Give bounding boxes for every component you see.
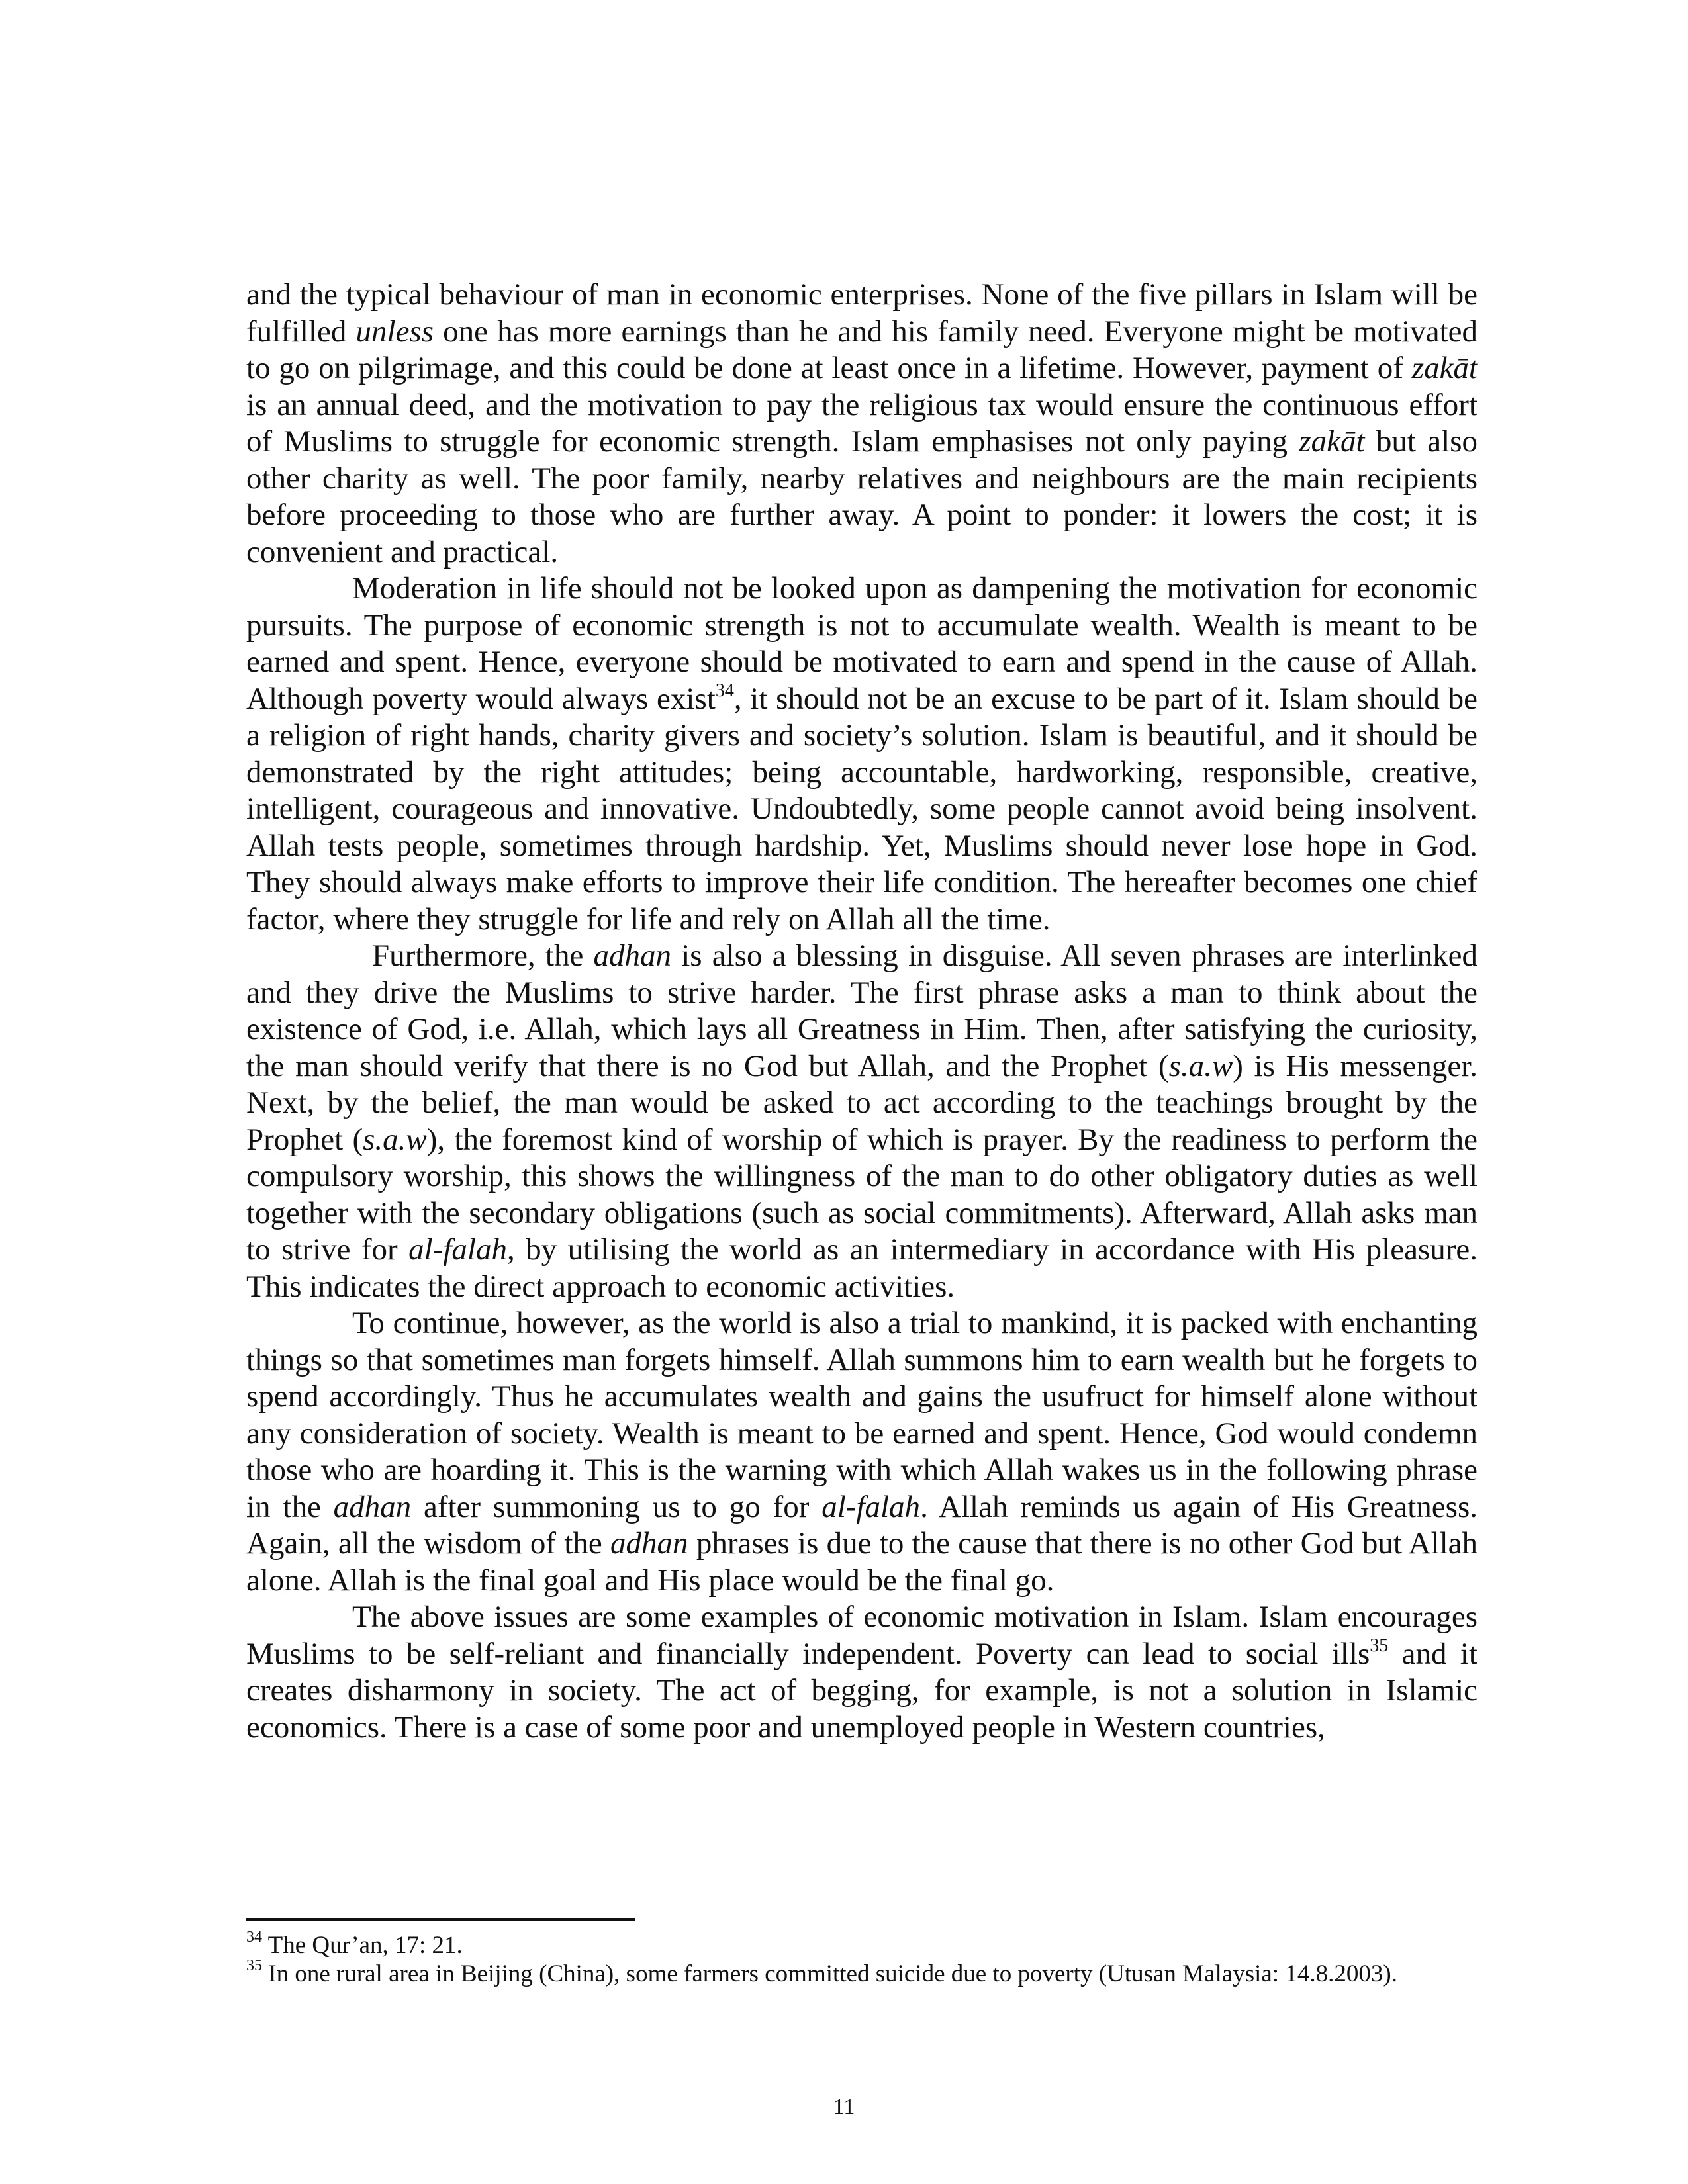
paragraph-2	[246, 570, 1477, 938]
text-run: is an annual deed, and the motivation to pay the religious tax would ensure the continuous effort of Muslims to struggle for economic strength. Islam emphasises not only paying	[246, 387, 1477, 459]
footnote-separator	[246, 1918, 635, 1921]
text-run: after summoning us to go for	[411, 1489, 822, 1524]
page-number: 11	[833, 2095, 855, 2119]
footnote-34	[246, 1928, 1477, 1960]
text-run: , by utilising the world as an intermediary in accordance with His pleasure. This indicates the direct approach to economic activities.	[246, 1232, 1477, 1304]
text-run: . Allah reminds us again of His Greatness. Again, all the wisdom of the	[246, 1489, 1477, 1561]
footnote-number: 34	[246, 1928, 262, 1946]
italic-term: zakāt	[1411, 351, 1477, 385]
italic-term: al-falah	[821, 1489, 921, 1524]
body-text	[246, 277, 1477, 1746]
footnote-text: In one rural area in Beijing (China), some farmers committed suicide due to poverty (Utusan Malaysia: 14.8.2003).	[262, 1960, 1397, 1987]
italic-term: unless	[355, 314, 434, 349]
text-run: To continue, however, as the world is also a trial to mankind, it is packed with enchanting things so that sometimes man forgets himself. Allah summons him to earn wealth but he forgets to spend accordingly. Thus he accumulates wealth and gains the usufruct for himself alone without any consideration of society. Wealth is meant to be earned and spent. Hence, God would condemn those who are hoarding it. This is the warning with which Allah wakes us in the following phrase in the	[246, 1306, 1477, 1524]
paragraph-5	[246, 1599, 1477, 1746]
text-run: , it should not be an excuse to be part of it. Islam should be a religion of right hands, charity givers and society’s solution. Islam is beautiful, and it should be demonstrated by the right attitudes; being accountable, hardworking, responsible, creative, intelligent, courageous and innovative. Undoubtedly, some people cannot avoid being insolvent. Allah tests people, sometimes through hardship. Yet, Muslims should never lose hope in God. They should always make efforts to improve their life condition. The hereafter becomes one chief factor, where they struggle for life and rely on Allah all the time.	[246, 681, 1477, 936]
text-run: is also a blessing in disguise. All seven phrases are interlinked and they drive the Muslims to strive harder. The first phrase asks a man to think about the existence of God, i.e. Allah, which lays all Greatness in Him. Then, after satisfying the curiosity, the man should verify that there is no God but Allah, and the Prophet (	[246, 938, 1477, 1083]
footnote-reference: 34	[715, 680, 734, 701]
text-run: ) is His messenger. Next, by the belief, the man would be asked to act according to the teachings brought by the Prophet (	[246, 1048, 1477, 1157]
italic-term: adhan	[593, 938, 672, 973]
text-run: and the typical behaviour of man in economic enterprises. None of the five pillars in Islam will be fulfilled	[246, 277, 1477, 349]
text-run: The above issues are some examples of economic motivation in Islam. Islam encourages Muslims to be self-reliant and financially independent. Poverty can lead to social ills	[246, 1600, 1477, 1671]
italic-term: adhan	[333, 1489, 412, 1524]
text-run: and it creates disharmony in society. The act of begging, for example, is not a solution in Islamic economics. There is a case of some poor and unemployed people in Western countries,	[246, 1636, 1477, 1745]
paragraph-1	[246, 277, 1477, 570]
italic-term: s.a.w	[363, 1122, 427, 1157]
italic-term: zakāt	[1299, 424, 1365, 459]
text-run: ), the foremost kind of worship of which is prayer. By the readiness to perform the compulsory worship, this shows the willingness of the man to do other obligatory duties as well together with the secondary obligations (such as social commitments). Afterward, Allah asks man to strive for	[246, 1122, 1477, 1267]
text-run: but also other charity as well. The poor family, nearby relatives and neighbours are the main recipients before proceeding to those who are further away. A point to ponder: it lowers the cost; it is convenient and practical.	[246, 424, 1477, 569]
paragraph-4	[246, 1305, 1477, 1599]
text-run: Moderation in life should not be looked upon as dampening the motivation for economic pursuits. The purpose of economic strength is not to accumulate wealth. Wealth is meant to be earned and spent. Hence, everyone should be motivated to earn and spend in the cause of Allah. Although poverty would always exist	[246, 571, 1477, 716]
footnotes	[246, 1928, 1477, 1988]
footnote-reference: 35	[1370, 1635, 1389, 1656]
italic-term: adhan	[610, 1526, 688, 1561]
text-run: Furthermore, the	[372, 938, 594, 973]
footnote-text: The Qur’an, 17: 21.	[267, 1932, 463, 1959]
italic-term: al-falah	[408, 1232, 507, 1267]
footnote-35	[246, 1956, 1477, 1988]
text-run: one has more earnings than he and his family need. Everyone might be motivated to go on pilgrimage, and this could be done at least once in a lifetime. However, payment of	[246, 314, 1477, 385]
italic-term: s.a.w	[1168, 1048, 1233, 1083]
paragraph-3	[246, 938, 1477, 1305]
text-run: phrases is due to the cause that there is no other God but Allah alone. Allah is the final goal and His place would be the final go.	[246, 1526, 1477, 1598]
footnote-number: 35	[246, 1956, 262, 1974]
